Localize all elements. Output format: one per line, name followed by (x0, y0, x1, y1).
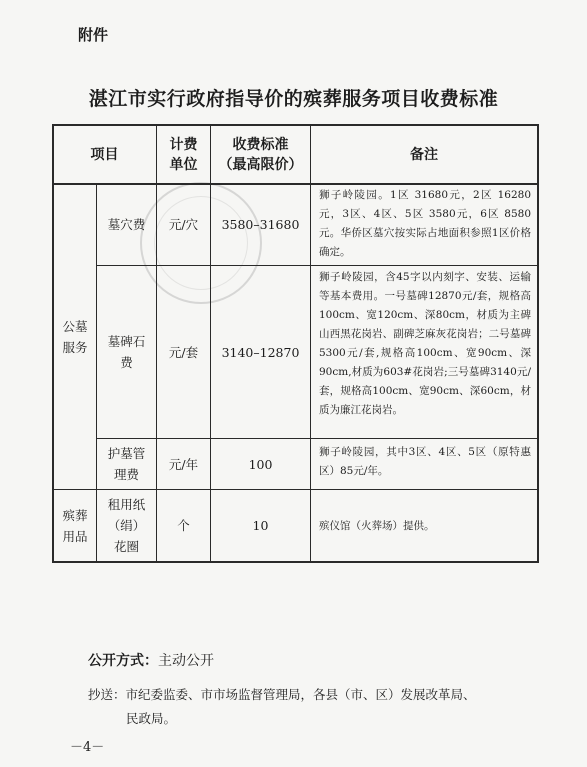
row1-unit: 元/穴 (168, 217, 199, 232)
row4-price: 10 (252, 518, 269, 533)
row2-unit: 元/套 (168, 344, 199, 360)
row4-note-text: 殡仪馆（火葬场）提供。 (319, 520, 435, 532)
row2-price: 3140–12870 (221, 344, 300, 360)
cc-line-1: 抄送：市纪委监委、市市场监督管理局，各县（市、区）发展改革局、 (88, 687, 476, 702)
row1-name: 墓穴费 (107, 217, 146, 232)
disclosure-label: 公开方式： (88, 653, 158, 669)
header-unit-line2: 单位 (169, 156, 198, 173)
document-title: 湛江市实行政府指导价的殡葬服务项目收费标准 (88, 88, 499, 110)
header-item: 项目 (90, 146, 119, 163)
row1-note: 狮子岭陵园。1区 31680元，2区 16280元，3区、4区、5区 3580元，6区 8580元。华侨区墓穴按实际占地面积参照1区价格确定。 (319, 189, 531, 258)
row3-note: 狮子岭陵园，其中3区、4区、5区（原特惠区）85元/年。 (319, 446, 531, 477)
attachment-label: 附件 (78, 26, 109, 44)
row4-note (311, 490, 537, 561)
row4-unit: 个 (177, 518, 190, 533)
row2-name: 墓碑石费 (107, 334, 146, 370)
header-standard-line1: 收费标准 (232, 136, 289, 153)
row1-price: 3580–31680 (221, 217, 300, 232)
header-standard-line2: （最高限价） (218, 156, 303, 173)
header-standard (211, 126, 310, 183)
page-number: －4－ (70, 740, 105, 755)
row2-note: 狮子岭陵园，含45字以内刻字、安装、运输等基本费用。一号墓碑12870元/套，规格高100cm、宽120cm、深80cm，材质为主碑山西黑花岗岩、副碑芝麻灰花岗岩；二号墓碑5300元/套,规格高100cm、宽90cm、深90cm,材质为603#花岗岩;三号墓碑3140元/套，规格高100cm、宽90cm、深60cm，材质为廉江花岗岩。 (319, 271, 531, 416)
row4-name: 租用纸（绢）花圈 (107, 497, 146, 554)
disclosure-value: 主动公开 (158, 653, 214, 669)
row3-price: 100 (248, 456, 273, 472)
group-cemetery-services: 公墓服务 (62, 318, 88, 355)
cc-list (88, 683, 528, 731)
group-funeral-supplies: 殡葬用品 (62, 507, 88, 544)
header-unit-line1: 计费 (169, 136, 198, 153)
header-note: 备注 (410, 146, 438, 163)
table-border-bottom (52, 561, 538, 563)
row3-name: 护墓管理费 (107, 446, 146, 482)
row3-unit: 元/年 (168, 456, 199, 472)
disclosure-method (88, 650, 214, 670)
header-unit (157, 126, 210, 183)
table-border-right (537, 124, 539, 563)
cc-line-2: 民政局。 (126, 711, 177, 726)
